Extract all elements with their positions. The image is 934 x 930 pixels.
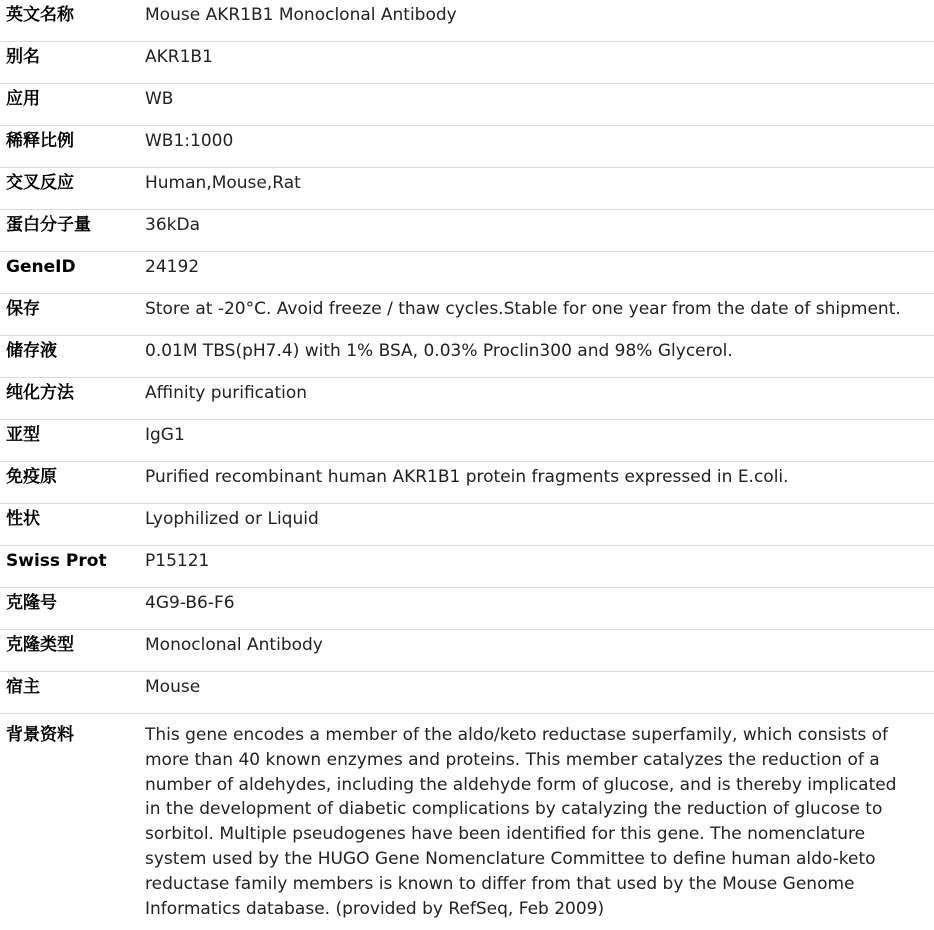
- spec-value: Mouse AKR1B1 Monoclonal Antibody: [145, 0, 934, 42]
- spec-value: Affinity purification: [145, 378, 934, 420]
- spec-label: 稀释比例: [0, 126, 145, 168]
- spec-label: 亚型: [0, 420, 145, 462]
- spec-label: 克隆号: [0, 588, 145, 630]
- spec-value: Monoclonal Antibody: [145, 630, 934, 672]
- spec-label: 保存: [0, 294, 145, 336]
- spec-row-host: [0, 672, 934, 714]
- spec-row-swiss-prot: [0, 546, 934, 588]
- spec-row-buffer: [0, 336, 934, 378]
- spec-value: 36kDa: [145, 210, 934, 252]
- spec-row-cross-reactivity: [0, 168, 934, 210]
- spec-value: 24192: [145, 252, 934, 294]
- spec-row-purification: [0, 378, 934, 420]
- spec-value: AKR1B1: [145, 42, 934, 84]
- spec-value: Lyophilized or Liquid: [145, 504, 934, 546]
- spec-label: 蛋白分子量: [0, 210, 145, 252]
- spec-label: 别名: [0, 42, 145, 84]
- spec-row-immunogen: [0, 462, 934, 504]
- spec-value: WB: [145, 84, 934, 126]
- spec-row-english-name: [0, 0, 934, 42]
- spec-label: Swiss Prot: [0, 546, 145, 588]
- spec-value: This gene encodes a member of the aldo/keto reductase superfamily, which consists of more than 40 known enzymes and proteins. This member catalyzes the reduction of a number of aldehydes, including the aldehyde form of glucose, and is thereby implicated in the development of diabetic complications by catalyzing the reduction of glucose to sorbitol. Multiple pseudogenes have been identified for this gene. The nomenclature system used by the HUGO Gene Nomenclature Committee to define human aldo-keto reductase family members is known to differ from that used by the Mouse Genome Informatics database. (provided by RefSeq, Feb 2009): [145, 714, 934, 930]
- spec-value: 4G9-B6-F6: [145, 588, 934, 630]
- spec-value: WB1:1000: [145, 126, 934, 168]
- spec-row-dilution: [0, 126, 934, 168]
- spec-row-isotype: [0, 420, 934, 462]
- spec-label: 交叉反应: [0, 168, 145, 210]
- spec-label: 纯化方法: [0, 378, 145, 420]
- spec-row-molecular-weight: [0, 210, 934, 252]
- spec-row-alias: [0, 42, 934, 84]
- spec-value: IgG1: [145, 420, 934, 462]
- spec-label: 免疫原: [0, 462, 145, 504]
- spec-row-gene-id: [0, 252, 934, 294]
- spec-value: 0.01M TBS(pH7.4) with 1% BSA, 0.03% Proclin300 and 98% Glycerol.: [145, 336, 934, 378]
- spec-row-clone-number: [0, 588, 934, 630]
- spec-row-clone-type: [0, 630, 934, 672]
- spec-row-application: [0, 84, 934, 126]
- spec-value: Human,Mouse,Rat: [145, 168, 934, 210]
- spec-label: 储存液: [0, 336, 145, 378]
- spec-label: 应用: [0, 84, 145, 126]
- spec-label: 背景资料: [0, 714, 145, 930]
- spec-value: Mouse: [145, 672, 934, 714]
- spec-label: 英文名称: [0, 0, 145, 42]
- spec-value: P15121: [145, 546, 934, 588]
- spec-value: Store at -20°C. Avoid freeze / thaw cycles.Stable for one year from the date of shipment.: [145, 294, 934, 336]
- spec-value: Purified recombinant human AKR1B1 protein fragments expressed in E.coli.: [145, 462, 934, 504]
- spec-row-form: [0, 504, 934, 546]
- spec-label: 克隆类型: [0, 630, 145, 672]
- spec-row-background: [0, 714, 934, 930]
- spec-row-storage: [0, 294, 934, 336]
- spec-label: 宿主: [0, 672, 145, 714]
- spec-label: 性状: [0, 504, 145, 546]
- spec-label: GeneID: [0, 252, 145, 294]
